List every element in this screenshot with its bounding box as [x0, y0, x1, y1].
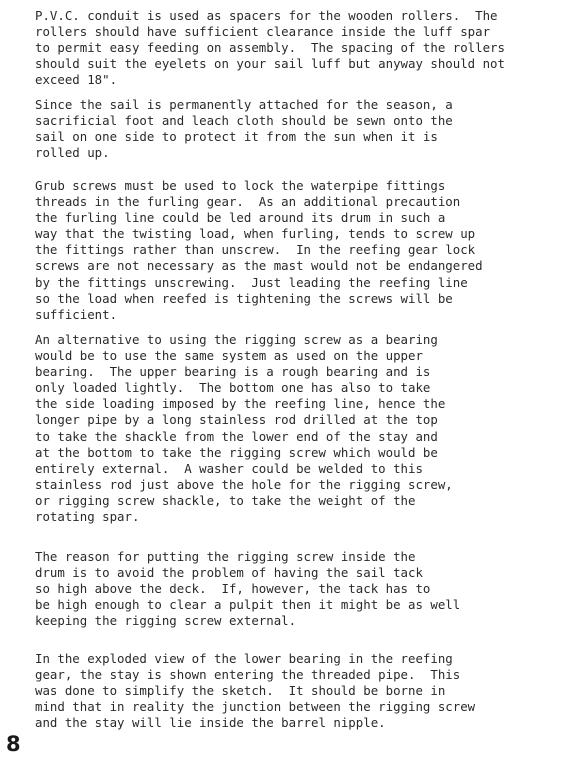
paragraph-pvc-conduit: P.V.C. conduit is used as spacers for the wooden rollers. The rollers should have sufficient clearance inside the luff spar to permit easy feeding on assembly. The spacing of the rollers should suit the eyelets on your sail luff but anyway should not exceed 18".	[35, 8, 505, 88]
paragraph-sacrificial-cloth: Since the sail is permanently attached for the season, a sacrificial foot and leach cloth should be sewn onto the sail on one side to protect it from the sun when it is rolled up.	[35, 97, 453, 161]
paragraph-grub-screws: Grub screws must be used to lock the waterpipe fittings threads in the furling gear. As an additional precaution the furling line could be led around its drum in such a way that the twisting load, when furling, tends to screw up the fittings rather than unscrew. In the reefing gear lock screws are not necessary as the mast would not be endangered by the fittings unscrewing. Just leading the reefing line so the load when reefed is tightening the screws will be sufficient.	[35, 178, 483, 322]
page-number: 8	[6, 732, 21, 756]
paragraph-alternative-bearing: An alternative to using the rigging screw as a bearing would be to use the same system as used on the upper bearing. The upper bearing is a rough bearing and is only loaded lightly. The bottom one has also to take the side loading imposed by the reefing line, hence the longer pipe by a long stainless rod drilled at the top to take the shackle from the lower end of the stay and at the bottom to take the rigging screw which would be entirely external. A washer could be welded to this stainless rod just above the hole for the rigging screw, or rigging screw shackle, to take the weight of the rotating spar.	[35, 332, 453, 525]
paragraph-rigging-screw-reason: The reason for putting the rigging screw inside the drum is to avoid the problem of having the sail tack so high above the deck. If, however, the tack has to be high enough to clear a pulpit then it might be as well keeping the rigging screw external.	[35, 549, 461, 629]
paragraph-exploded-view: In the exploded view of the lower bearing in the reefing gear, the stay is shown entering the threaded pipe. This was done to simplify the sketch. It should be borne in mind that in reality the junction between the rigging screw and the stay will lie inside the barrel nipple.	[35, 651, 476, 731]
